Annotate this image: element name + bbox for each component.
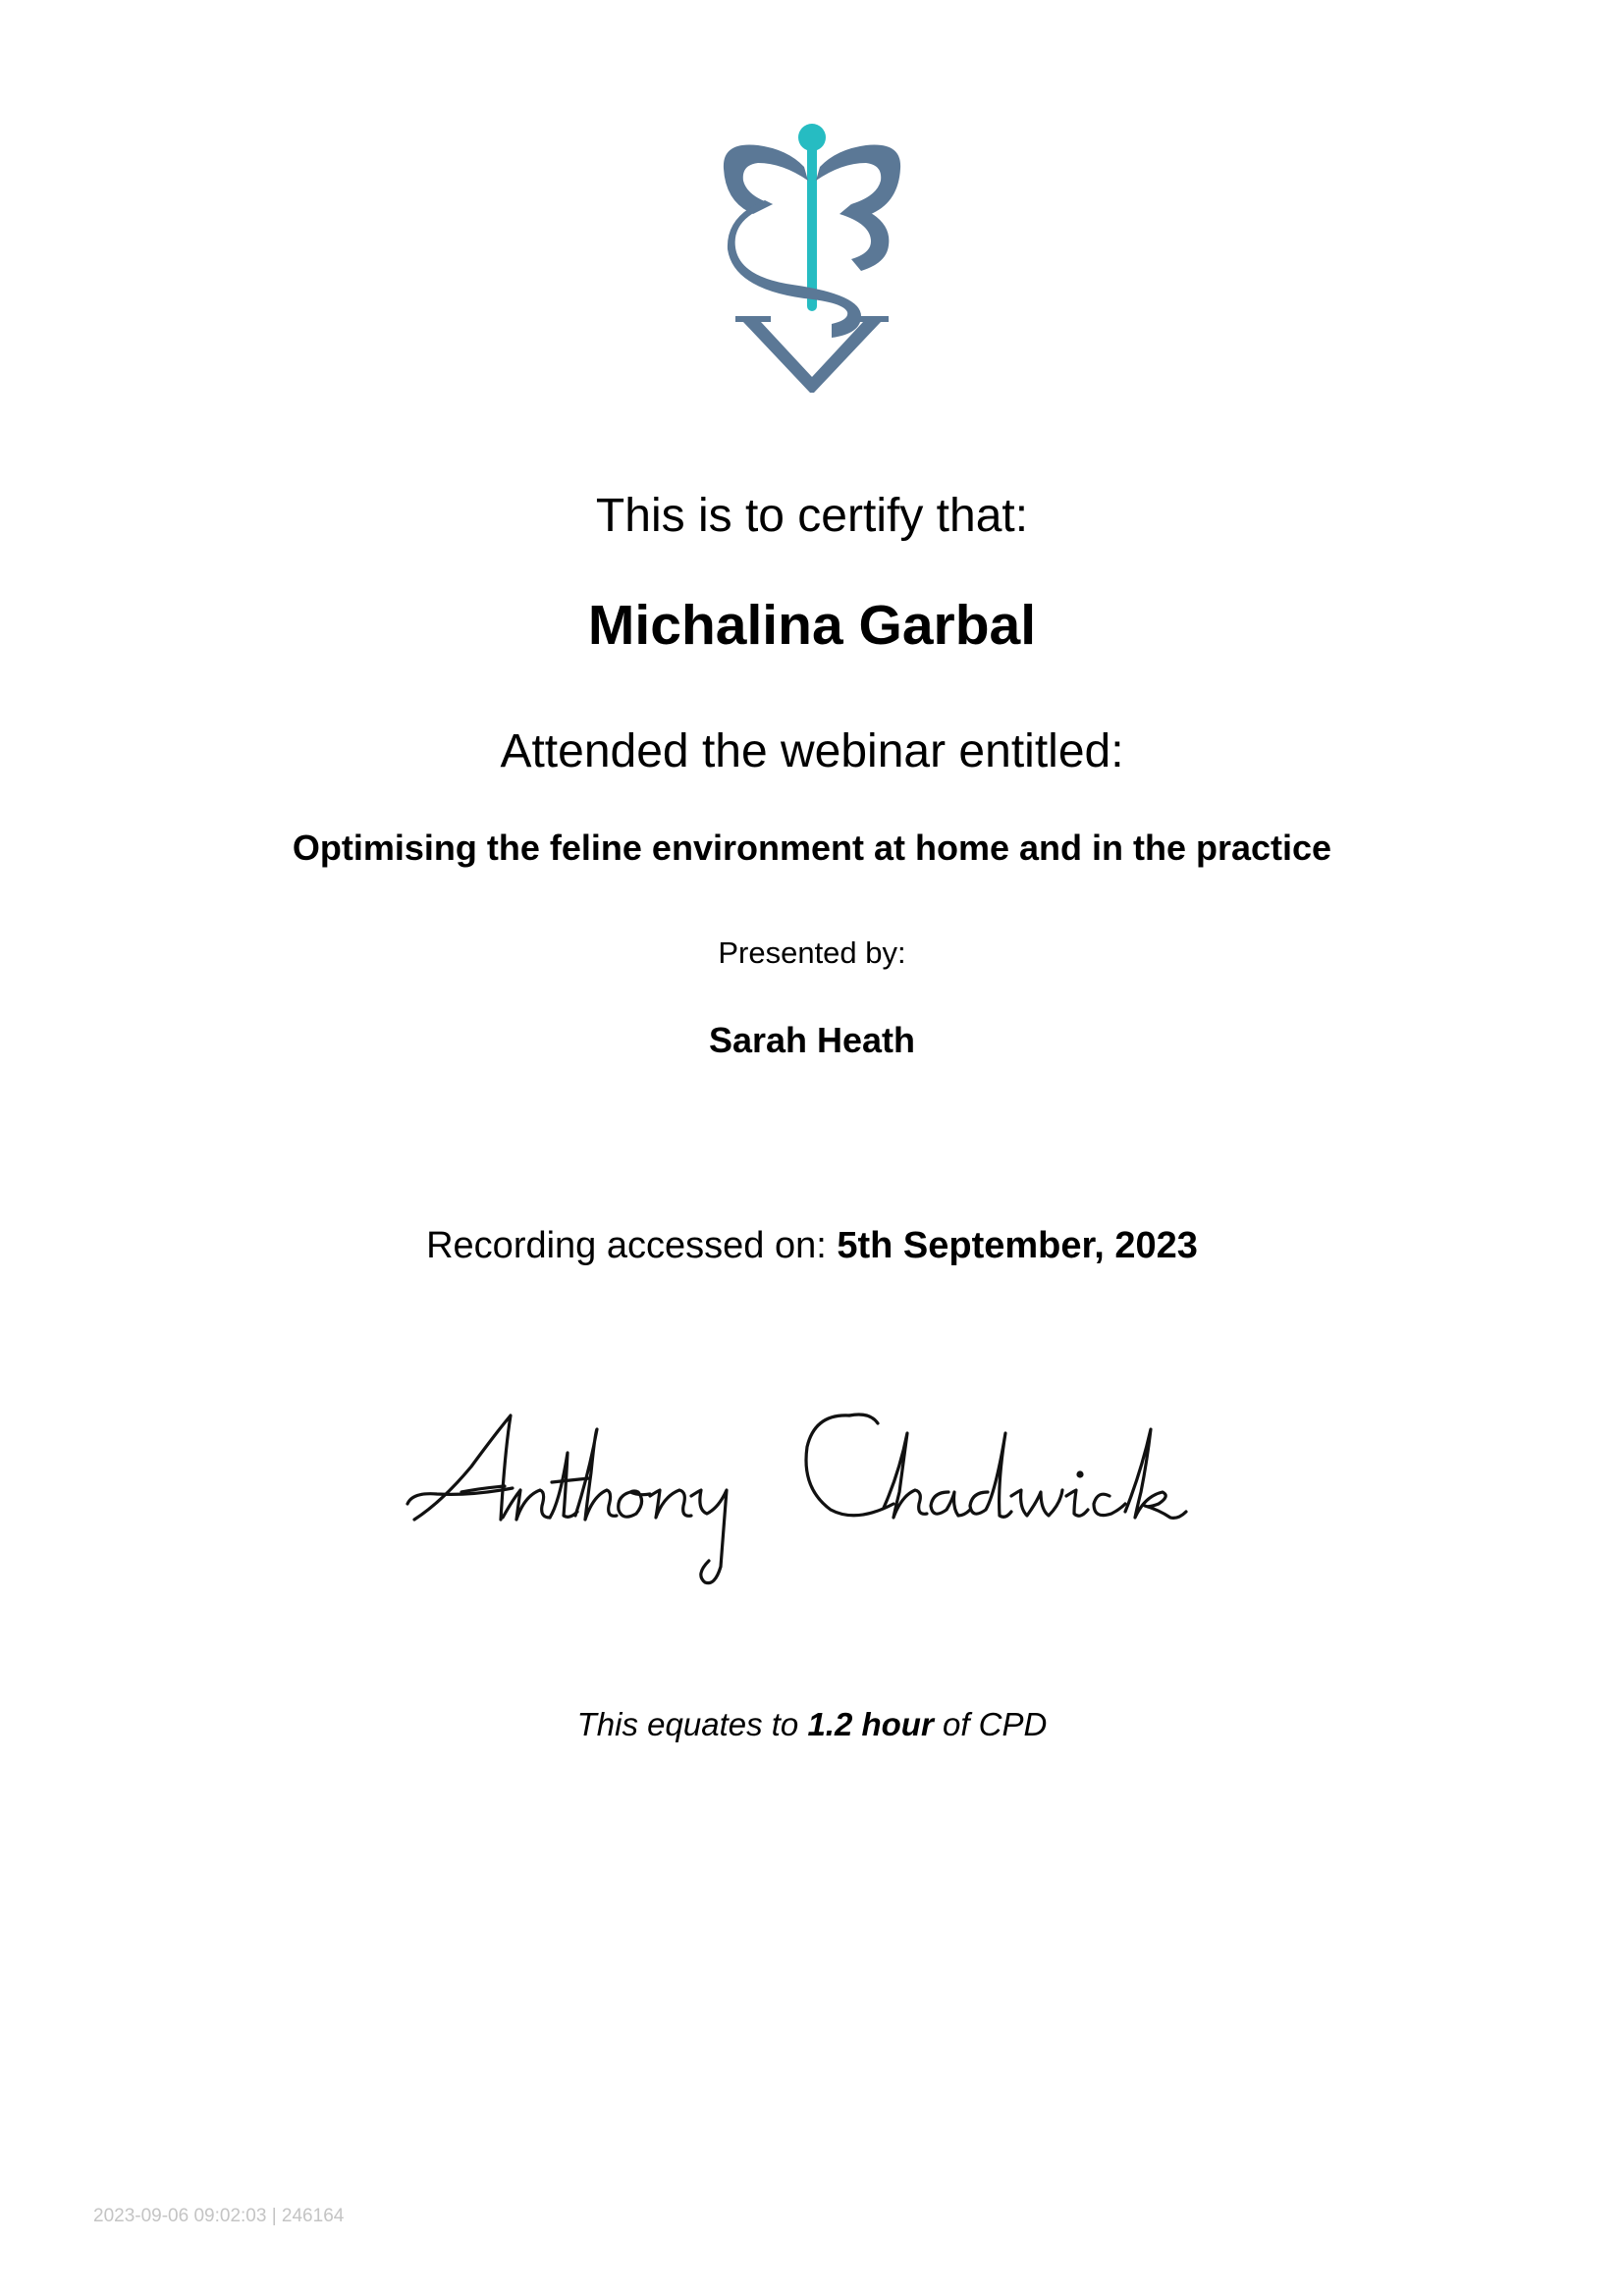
footer-timestamp: 2023-09-06 09:02:03 | 246164	[93, 2206, 345, 2226]
cpd-value: 1.2 hour	[807, 1706, 934, 1742]
presenter-name: Sarah Heath	[708, 1020, 916, 1060]
recipient-name: Michalina Garbal	[587, 594, 1037, 657]
recording-accessed-line	[0, 1223, 1624, 1268]
serpent-body-upper-curve	[839, 204, 889, 271]
cpd-statement	[0, 1704, 1624, 1745]
serpent-upper-right	[816, 145, 900, 215]
webinar-title: Optimising the feline environment at home and in the practice	[292, 828, 1332, 868]
letter-v-shape	[735, 316, 889, 393]
presented-by-label: Presented by:	[718, 935, 906, 970]
attended-text: Attended the webinar entitled:	[500, 725, 1124, 777]
cpd-suffix: of CPD	[942, 1706, 1048, 1742]
accessed-date: 5th September, 2023	[837, 1225, 1198, 1266]
veterinary-caduceus-logo-icon	[714, 120, 910, 393]
handwritten-signature	[403, 1394, 1227, 1590]
accessed-label: Recording accessed on:	[426, 1225, 827, 1266]
cpd-prefix: This equates to	[576, 1706, 799, 1742]
certify-text: This is to certify that:	[595, 490, 1029, 542]
staff-knob	[798, 124, 826, 151]
